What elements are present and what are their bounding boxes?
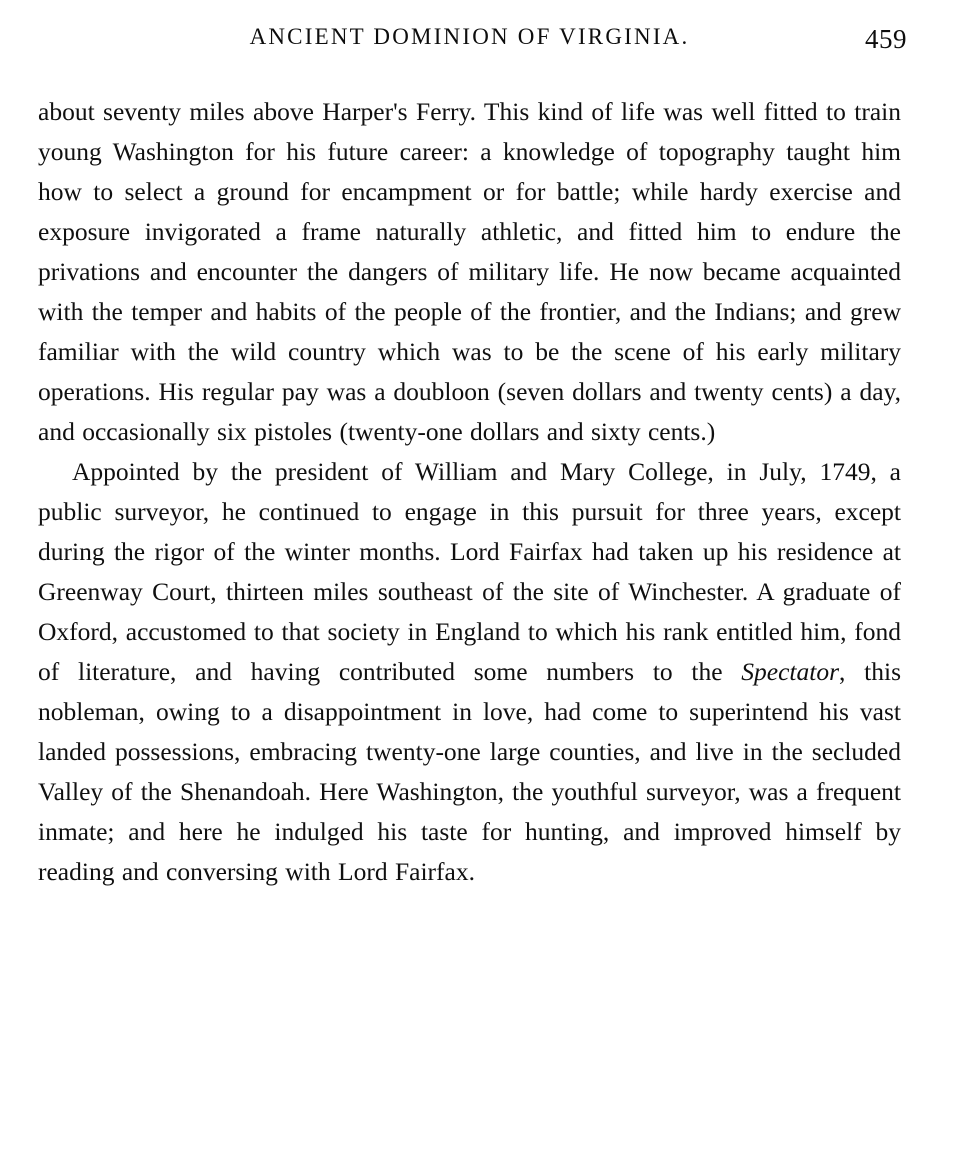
paragraph-2-text-before-italic: Appointed by the president of William and Mary College, in July, 1749, a public surveyor, he continued to engage in this pursuit for three years, except during the rigor of the winter months. Lord Fairfax had taken up his residence at Greenway Court, thirteen miles southeast of the site of Winchester. A graduate of Oxford, accustomed to that society in England to which his rank entitled him, fond of literature, and having contributed some numbers to the bbox=[38, 457, 901, 686]
italic-work-title: Spectator bbox=[741, 657, 840, 686]
paragraph-2-text-after-italic: , this nobleman, owing to a disappointment in love, had come to superintend his vast landed possessions, embracing twenty-one large counties, and live in the secluded Valley of the Shenandoah. Here Washington, the youthful surveyor, was a frequent inmate; and here he indulged his taste for hunting, and improved himself by reading and conversing with Lord Fairfax. bbox=[38, 657, 901, 886]
paragraph-1: about seventy miles above Harper's Ferry. This kind of life was well fitted to train young Washington for his future career: a knowledge of topography taught him how to select a ground for encampment or for battle; while hardy exercise and exposure invigorated a frame naturally athletic, and fitted him to endure the privations and encounter the dangers of military life. He now became acquainted with the temper and habits of the people of the frontier, and the Indians; and grew familiar with the wild country which was to be the scene of his early military operations. His regular pay was a doubloon (seven dollars and twenty cents) a day, and occasionally six pistoles (twenty-one dollars and sixty cents.) bbox=[38, 97, 901, 446]
paragraph-2 bbox=[38, 452, 901, 892]
running-head-title: ANCIENT DOMINION OF VIRGINIA. bbox=[249, 24, 690, 49]
page-number: 459 bbox=[865, 24, 907, 54]
page-body bbox=[20, 92, 919, 892]
page-header bbox=[20, 24, 919, 68]
